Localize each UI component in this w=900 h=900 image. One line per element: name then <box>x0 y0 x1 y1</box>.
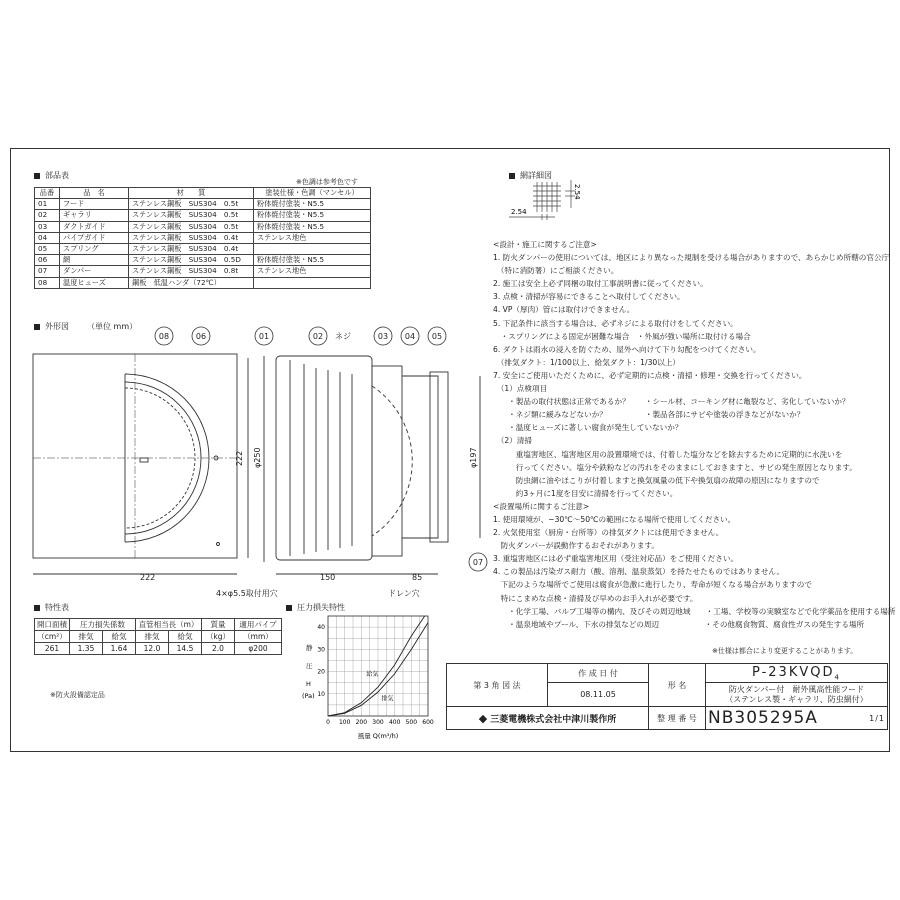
y-tick-label: 10 <box>317 690 325 698</box>
doc-number-label: 整 理 番 号 <box>649 707 706 730</box>
model-number <box>706 664 888 683</box>
note-line: ・化学工場、バルブ工場等の構内、及びその周辺地域 ・工場、学校等の実験室などで化学薬品を使用する場所 <box>493 606 896 616</box>
char-value-cell: 2.0 <box>202 643 235 655</box>
char-subheader-cell: （cm²） <box>35 631 70 643</box>
callout-label: 07 <box>472 558 484 567</box>
note-line: 1. 使用環境が、−30℃〜50℃の範囲になる場所で使用してください。 <box>493 514 736 524</box>
note-line: 下記のような場所でご使用は腐食が急激に進行したり、寿命が短くなる場合がありますので <box>493 580 812 590</box>
char-subheader-cell: （mm） <box>235 631 282 643</box>
model-text: P-23KVQD <box>752 664 835 680</box>
company-name <box>447 707 649 730</box>
parts-cell <box>254 243 371 254</box>
char-value-cell: φ200 <box>235 643 282 655</box>
callout-label: 01 <box>258 332 270 341</box>
char-value-cell: 14.5 <box>169 643 202 655</box>
parts-table <box>34 187 371 289</box>
parts-cell: ステンレス鋼板 SUS304 0.5t <box>129 221 254 232</box>
y-axis-label: H <box>306 680 311 688</box>
x-tick-label: 100 <box>338 719 351 726</box>
drain-hole-label: ドレン穴 <box>388 589 420 598</box>
mitsubishi-logo-icon: ◆ <box>478 711 488 725</box>
mounting-hole-note: 4×φ5.5取付用穴 <box>216 589 278 598</box>
parts-table-title: 部品表 <box>45 171 69 180</box>
parts-row <box>35 277 371 288</box>
y-tick-label: 20 <box>317 668 325 676</box>
x-tick-label: 400 <box>388 719 401 726</box>
note-line: （1）点検項目 <box>493 384 548 394</box>
parts-cell: ステンレス地色 <box>254 266 371 277</box>
note-line: 7. 安全にご使用いただくために、必ず定期的に点検・清掃・修理・交換を行ってください。 <box>493 370 807 380</box>
char-header-cell: 質量 <box>202 619 235 631</box>
note-line: 防虫網に油やほこりが付着しますと換気風量の低下や換気扇の故障の原因になりますので <box>493 475 820 485</box>
note-line: ・温泉地域やプール、下水の排気などの周辺 ・その他腐食物質、腐食性ガスの発生する場所 <box>493 619 865 629</box>
parts-cell: 温度ヒューズ <box>60 277 129 288</box>
parts-cell: 06 <box>35 255 60 266</box>
note-line: 防火ダンパーが誤動作するおそれがあります。 <box>493 541 659 551</box>
series-label-exhaust: 排気 <box>381 695 394 703</box>
dim-150: 150 <box>320 573 336 582</box>
char-subheader-cell: 排気 <box>70 631 103 643</box>
dim-85: 85 <box>412 573 423 582</box>
screw-label: ネジ <box>335 332 351 341</box>
char-value-cell: 12.0 <box>136 643 169 655</box>
parts-header-cell: 品番 <box>35 188 60 199</box>
model-subscript: 4 <box>834 673 841 682</box>
parts-cell: 網 <box>60 255 129 266</box>
note-line: 4. VP（厚肉）管には取付けできません。 <box>493 305 635 315</box>
parts-cell: フード <box>60 199 129 210</box>
note-line: <設計・施工に関するご注意> <box>493 240 597 249</box>
parts-cell: ステンレス地色 <box>254 232 371 243</box>
char-table-title: 特性表 <box>45 603 69 612</box>
parts-cell: ステンレス鋼板 SUS304 0.5t <box>129 199 254 210</box>
note-line: ・温度ヒューズに著しい腐食が発生していないか？ <box>493 423 683 433</box>
parts-cell <box>254 277 371 288</box>
x-tick-label: 200 <box>355 719 368 726</box>
creation-date: 08.11.05 <box>548 683 649 707</box>
parts-cell: 02 <box>35 210 60 221</box>
mesh-detail-title: 網詳細図 <box>520 171 552 180</box>
parts-row <box>35 221 371 232</box>
spec-change-note: ※仕様は都合により変更することがあります。 <box>712 647 858 655</box>
series-label-supply: 給気 <box>366 671 379 678</box>
note-line: 3. 重塩害地区には必ず重塩害地区用（受注対応品）をご使用ください。 <box>493 554 739 564</box>
parts-header-cell: 品 名 <box>60 188 129 199</box>
page-number: 1/1 <box>869 714 885 723</box>
parts-header-cell: 材 質 <box>129 188 254 199</box>
product-desc-line2: （ステンレス製・ギャラリ、防虫網付） <box>725 694 868 704</box>
char-value-cell: 1.64 <box>103 643 136 655</box>
char-subheader-cell: 排気 <box>136 631 169 643</box>
x-tick-label: 600 <box>422 719 434 726</box>
parts-cell: 粉体焼付塗装・N5.5 <box>254 199 371 210</box>
color-reference-note: ※色調は参考色です <box>296 178 358 186</box>
note-line: 約3ヶ月に1度を目安に清掃を行ってください。 <box>493 488 678 498</box>
parts-cell: ギャラリ <box>60 210 129 221</box>
x-tick-label: 300 <box>372 719 384 726</box>
outline-drawing <box>28 326 488 606</box>
mesh-detail-drawing <box>505 176 595 226</box>
parts-cell: ステンレス鋼板 SUS304 0.8t <box>129 266 254 277</box>
pressure-chart-title: 圧力損失特性 <box>297 603 345 612</box>
parts-cell: ダンパー <box>60 266 129 277</box>
outline-title: 外形図 <box>45 322 69 331</box>
parts-row <box>35 243 371 254</box>
note-line: 重塩害地区、塩害地区用の設置環境では、付着した塩分などを除去するために定期的に水洗いを <box>493 449 843 459</box>
note-line: （特に消防署）にご相談ください。 <box>493 266 619 276</box>
parts-cell: 01 <box>35 199 60 210</box>
callout-label: 03 <box>377 332 389 341</box>
parts-header-cell: 塗装仕様・色調（マンセル） <box>254 188 371 199</box>
parts-cell: ステンレス鋼板 SUS304 0.4t <box>129 232 254 243</box>
callout-label: 06 <box>195 332 207 341</box>
y-axis-label: (Pa) <box>302 692 315 700</box>
mesh-dim-h: 2.54 <box>573 184 581 200</box>
parts-cell: ステンレス鋼板 SUS304 0.5D <box>129 255 254 266</box>
note-line: 6. ダクトは雨水の浸入を防ぐため、屋外へ向けて下り勾配をつけてください。 <box>493 344 761 354</box>
parts-cell: ダクトガイド <box>60 221 129 232</box>
title-block <box>446 663 888 730</box>
parts-cell: 粉体焼付塗装・N5.5 <box>254 255 371 266</box>
callout-label: 02 <box>312 332 324 341</box>
parts-table-heading <box>34 170 69 181</box>
note-line: 2. 施工は安全上必ず同梱の取付工事説明書に従ってください。 <box>493 279 708 289</box>
y-axis-label: 圧 <box>306 662 313 670</box>
company-text: 三菱電機株式会社中津川製作所 <box>490 714 617 725</box>
char-value-cell: 1.35 <box>70 643 103 655</box>
note-line: 5. 下記条件に該当する場合は、必ずネジによる取付けをしてください。 <box>493 318 738 328</box>
char-table <box>34 618 282 655</box>
date-label: 作 成 日 付 <box>548 664 649 683</box>
y-tick-label: 30 <box>317 646 325 654</box>
note-line: （2）清掃 <box>493 436 532 446</box>
fire-cert-note: ※防火設備認定品 <box>50 691 105 699</box>
projection-method: 第 3 角 図 法 <box>447 664 548 707</box>
doc-number <box>706 707 888 730</box>
parts-row <box>35 266 371 277</box>
callout-label: 04 <box>404 332 416 341</box>
parts-cell: パイプガイド <box>60 232 129 243</box>
series-line-0 <box>328 616 425 716</box>
char-table-heading <box>34 602 69 613</box>
callout-label: 05 <box>431 332 443 341</box>
y-tick-label: 40 <box>317 624 325 632</box>
x-tick-label: 500 <box>405 719 418 726</box>
parts-cell: 04 <box>35 232 60 243</box>
parts-cell: スプリング <box>60 243 129 254</box>
parts-cell: 08 <box>35 277 60 288</box>
parts-cell: 07 <box>35 266 60 277</box>
pressure-chart <box>290 610 440 748</box>
x-axis-label: 風量 Q(m³/h) <box>357 732 399 740</box>
dim-222-vertical: 222 <box>235 450 244 466</box>
parts-cell: 粉体焼付塗装・N5.5 <box>254 210 371 221</box>
note-line: （排気ダクト：1/100以上、給気ダクト：1/30以上） <box>493 357 681 367</box>
y-axis-label: 静 <box>306 644 313 652</box>
char-subheader-cell: （kg） <box>202 631 235 643</box>
char-header-cell: 圧力損失係数 <box>70 619 136 631</box>
note-line: 2. 火気使用室（厨房・台所等）の排気ダクトには使用できません。 <box>493 528 724 538</box>
note-line: 1. 防火ダンパーの使用については、地区により異なった規制を受ける場合がありますので、あらかじめ所轄の官公庁 <box>493 253 890 263</box>
parts-cell: 03 <box>35 221 60 232</box>
dim-dia197: φ197 <box>469 447 478 468</box>
char-header-cell: 開口面積 <box>35 619 70 631</box>
parts-cell: ステンレス鋼板 SUS304 0.5t <box>129 210 254 221</box>
notes-block <box>493 238 896 631</box>
dim-dia250: φ250 <box>253 447 262 468</box>
parts-cell: 鋼板 低温ハンダ（72℃） <box>129 277 254 288</box>
note-line: 4. この製品は汚染ガス耐力（酸、溶剤、温泉蒸気）を持たせたものではありません。 <box>493 567 785 577</box>
product-description <box>706 683 888 707</box>
parts-row <box>35 232 371 243</box>
product-desc-line1: 防火ダンパー付 耐外風高性能フード <box>728 684 865 694</box>
callout-label: 08 <box>158 332 170 341</box>
char-value-cell: 261 <box>35 643 70 655</box>
parts-row <box>35 210 371 221</box>
parts-cell: 粉体焼付塗装・N5.5 <box>254 221 371 232</box>
mesh-dim-w: 2.54 <box>511 208 527 216</box>
x-tick-label: 0 <box>326 719 330 726</box>
note-line: ・スプリングによる固定が困難な場合 ・外風が強い場所に取付ける場合 <box>493 331 751 341</box>
dim-222-horizontal: 222 <box>140 573 156 582</box>
char-subheader-cell: 給気 <box>103 631 136 643</box>
note-line: ・ネジ類に緩みなどないか？ ・製品各部にサビや塗装の浮きなどがないか？ <box>493 410 805 420</box>
parts-row <box>35 255 371 266</box>
note-line: <設置場所に関するご注意> <box>493 501 590 511</box>
outline-unit: （単位 mm） <box>87 322 138 331</box>
parts-cell: 05 <box>35 243 60 254</box>
model-label: 形 名 <box>649 664 706 707</box>
note-line: 3. 点検・清掃が容易にできることへ取付してください。 <box>493 292 685 302</box>
note-line: 行ってください。塩分や鉄粉などの汚れをそのままにしておきますと、サビの発生原因となります。 <box>493 462 857 472</box>
parts-cell: ステンレス鋼板 SUS304 0.4t <box>129 243 254 254</box>
char-header-cell: 直管相当長（m） <box>136 619 202 631</box>
char-subheader-cell: 給気 <box>169 631 202 643</box>
note-line: ・製品の取付状態は正常であるか？ ・シール材、コーキング材に亀裂など、劣化していないか？ <box>493 397 850 407</box>
parts-row <box>35 199 371 210</box>
note-line: 特にこまめな点検・清掃及び早めのお手入れが必要です。 <box>493 593 698 603</box>
char-header-cell: 適用パイプ <box>235 619 282 631</box>
doc-number-text: NB305295A <box>708 708 818 728</box>
